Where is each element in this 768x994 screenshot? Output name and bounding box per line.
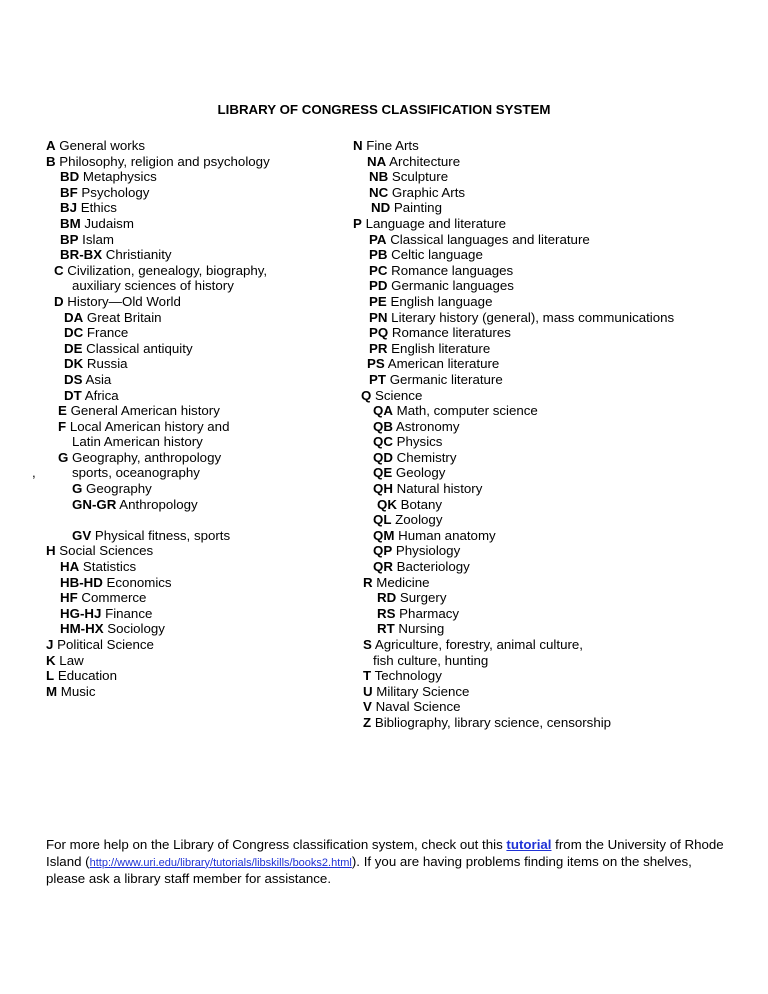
class-code: QP [373, 543, 393, 559]
classification-row [46, 325, 336, 341]
class-label: Architecture [386, 153, 461, 169]
class-code: M [46, 683, 58, 699]
classification-row [353, 699, 733, 715]
classification-row [353, 388, 733, 404]
class-code: J [46, 637, 54, 652]
class-label: Military Science [372, 683, 470, 699]
classification-row [46, 278, 336, 294]
class-label: Music [57, 683, 96, 699]
classification-row [353, 294, 733, 310]
stray-mark: , [32, 465, 36, 481]
class-code: BR-BX [60, 247, 103, 263]
class-label: Medicine [372, 574, 430, 590]
class-code: H [46, 543, 56, 559]
class-label: Social Sciences [55, 543, 154, 559]
classification-row [353, 543, 733, 559]
classification-row [353, 528, 733, 544]
class-code: HM-HX [60, 621, 104, 637]
classification-row [46, 356, 336, 372]
class-label: Asia [82, 371, 112, 387]
class-code: PA [369, 231, 387, 247]
class-code: A [46, 138, 56, 153]
class-label: Christianity [102, 247, 172, 263]
classification-row [46, 200, 336, 216]
classification-row [46, 388, 336, 404]
class-code: Z [363, 714, 372, 730]
class-label: Chemistry [392, 449, 457, 465]
class-label: Civilization, genealogy, biography, [63, 262, 268, 278]
classification-row [353, 341, 733, 357]
class-code: BJ [60, 200, 77, 216]
class-label: Psychology [77, 184, 150, 200]
classification-row [46, 403, 336, 419]
class-label: Bibliography, library science, censorship [371, 714, 612, 730]
class-code: PB [369, 247, 388, 263]
class-label: France [83, 325, 129, 341]
classification-row [353, 559, 733, 575]
class-code: PC [369, 262, 388, 278]
classification-row [46, 668, 336, 684]
tutorial-url-link[interactable]: http://www.uri.edu/library/tutorials/libskills/books2.html [89, 856, 352, 869]
class-code: DK [64, 356, 84, 372]
classification-row [46, 434, 336, 450]
footer-text-3: ). If you are having problems finding items on the shelves, please ask a library staff member for assistance. [46, 853, 692, 886]
classification-row [353, 481, 733, 497]
class-label: Philosophy, religion and psychology [55, 153, 270, 169]
class-code: S [363, 637, 372, 652]
class-label: Sociology [103, 621, 165, 637]
classification-row [353, 263, 733, 279]
classification-row [353, 668, 733, 684]
class-code: Q [361, 387, 372, 403]
classification-row [46, 528, 336, 544]
class-label: Geography, anthropology [68, 449, 222, 465]
class-code: HF [60, 590, 78, 606]
classification-row [353, 356, 733, 372]
class-label: Local American history and [66, 418, 230, 434]
class-label: Germanic languages [387, 278, 514, 294]
right-classification-column [353, 138, 733, 731]
classification-row [46, 169, 336, 185]
class-code: RD [377, 590, 397, 606]
class-label: Physical fitness, sports [91, 527, 231, 543]
classification-row [353, 419, 733, 435]
class-label: Economics [102, 574, 172, 590]
classification-row [46, 637, 336, 653]
class-label: Great Britain [83, 309, 162, 325]
class-code: DC [64, 325, 84, 341]
class-code: BD [60, 169, 80, 185]
class-code: NB [369, 169, 389, 185]
class-code: NC [369, 184, 389, 200]
class-label: Germanic literature [386, 371, 503, 387]
class-label: Statistics [79, 559, 137, 575]
classification-row [46, 247, 336, 263]
class-code: B [46, 153, 56, 169]
class-label: Political Science [53, 637, 154, 652]
classification-row [353, 684, 733, 700]
class-code: U [363, 683, 373, 699]
help-paragraph [46, 837, 726, 888]
classification-row [353, 372, 733, 388]
classification-row [353, 575, 733, 591]
class-code: RS [377, 605, 396, 621]
page-title: LIBRARY OF CONGRESS CLASSIFICATION SYSTEM [217, 102, 551, 117]
class-code: V [363, 699, 372, 715]
class-code: ND [371, 200, 391, 216]
class-label: Africa [81, 387, 119, 403]
class-label: sports, oceanography [72, 465, 200, 481]
class-label: Islam [78, 231, 114, 247]
class-code: QM [373, 527, 395, 543]
class-code: HB-HD [60, 574, 103, 590]
class-label: Science [371, 387, 423, 403]
class-label: Painting [390, 200, 442, 216]
class-label: Physiology [392, 543, 461, 559]
classification-row [46, 653, 336, 669]
class-code: QL [373, 512, 392, 528]
class-code: PS [367, 356, 385, 372]
class-label: Celtic language [387, 247, 483, 263]
class-label: fish culture, hunting [373, 652, 489, 668]
class-label: Romance languages [387, 262, 514, 278]
class-label: Language and literature [361, 215, 507, 231]
classification-row [46, 419, 336, 435]
class-label: Literary history (general), mass communications [387, 309, 675, 325]
classification-row [353, 325, 733, 341]
classification-row [353, 653, 733, 669]
class-code: RT [377, 621, 395, 637]
class-label: Physics [392, 434, 443, 450]
class-label: Zoology [391, 512, 443, 528]
class-label: General works [55, 138, 146, 153]
classification-row [32, 465, 336, 481]
classification-row [46, 497, 336, 513]
classification-row [353, 278, 733, 294]
classification-row [353, 497, 733, 513]
classification-row [353, 169, 733, 185]
classification-row [353, 450, 733, 466]
classification-row [353, 606, 733, 622]
class-label: Classical languages and literature [386, 231, 590, 247]
class-code: BF [60, 184, 78, 200]
class-code: GV [72, 527, 92, 543]
classification-row [46, 372, 336, 388]
class-label: Finance [101, 605, 153, 621]
class-label: Astronomy [392, 418, 460, 434]
classification-row [46, 559, 336, 575]
class-label: Sculpture [388, 169, 449, 185]
class-code: DE [64, 340, 83, 356]
class-code: R [363, 574, 373, 590]
class-code: HG-HJ [60, 605, 102, 621]
classification-row [46, 575, 336, 591]
class-label: General American history [66, 403, 220, 419]
classification-row [353, 465, 733, 481]
classification-row [46, 481, 336, 497]
class-code: L [46, 668, 55, 684]
class-code: E [58, 403, 67, 419]
class-label: Classical antiquity [82, 340, 193, 356]
class-label: English literature [387, 340, 491, 356]
classification-row [353, 637, 733, 653]
class-label: Naval Science [371, 699, 461, 715]
classification-row [353, 216, 733, 232]
classification-row [46, 590, 336, 606]
class-code: K [46, 652, 56, 668]
class-label: Botany [396, 496, 443, 512]
class-code: QK [377, 496, 397, 512]
class-label: Graphic Arts [388, 184, 466, 200]
class-code: D [54, 293, 64, 309]
classification-row [46, 606, 336, 622]
class-code: QR [373, 559, 393, 575]
classification-row [46, 310, 336, 326]
class-label: auxiliary sciences of history [72, 278, 234, 294]
class-label: Natural history [392, 481, 483, 497]
classification-row [353, 590, 733, 606]
class-code: PD [369, 278, 388, 294]
classification-row [46, 216, 336, 232]
class-label: Anthropology [116, 496, 198, 512]
class-code: QE [373, 465, 393, 481]
class-code: G [72, 481, 83, 497]
class-label: Judaism [80, 215, 134, 231]
class-code: PR [369, 340, 388, 356]
class-code: QA [373, 403, 393, 419]
class-code: F [58, 418, 67, 434]
class-code: QH [373, 481, 393, 497]
class-label: Math, computer science [392, 403, 538, 419]
classification-row [353, 247, 733, 263]
class-code: BP [60, 231, 79, 247]
class-code: HA [60, 559, 80, 575]
left-classification-column [32, 138, 336, 699]
classification-row [46, 185, 336, 201]
classification-row [353, 310, 733, 326]
class-code: BM [60, 215, 81, 231]
class-code: P [353, 215, 362, 231]
class-code: PN [369, 309, 388, 325]
class-code: PT [369, 371, 386, 387]
class-code: QC [373, 434, 393, 450]
classification-row [353, 403, 733, 419]
class-code: N [353, 138, 363, 153]
class-code: PQ [369, 325, 389, 341]
classification-row [353, 138, 733, 154]
class-label: Bacteriology [392, 559, 470, 575]
class-label: Geology [392, 465, 446, 481]
class-label: Fine Arts [362, 138, 419, 153]
class-label: Ethics [77, 200, 117, 216]
class-label: Education [54, 668, 117, 684]
class-label: Surgery [396, 590, 447, 606]
tutorial-link[interactable]: tutorial [506, 837, 552, 852]
classification-row [353, 232, 733, 248]
class-label: Human anatomy [394, 527, 496, 543]
classification-row [353, 154, 733, 170]
classification-row [46, 512, 336, 528]
class-label: Nursing [394, 621, 445, 637]
class-code: PE [369, 293, 387, 309]
classification-row [46, 341, 336, 357]
class-label: English language [386, 293, 493, 309]
class-label: Agriculture, forestry, animal culture, [371, 637, 583, 652]
class-code: T [363, 668, 372, 684]
classification-row [353, 715, 733, 731]
class-code: QD [373, 449, 393, 465]
class-code: QB [373, 418, 393, 434]
class-label: Commerce [77, 590, 147, 606]
classification-row [353, 200, 733, 216]
class-label: Romance literatures [388, 325, 511, 341]
class-label: Technology [371, 668, 442, 684]
classification-row [46, 294, 336, 310]
class-label: Pharmacy [395, 605, 460, 621]
class-label: Latin American history [72, 434, 203, 450]
class-label: Metaphysics [79, 169, 157, 185]
classification-row [46, 543, 336, 559]
classification-row [353, 185, 733, 201]
class-label: Russia [83, 356, 128, 372]
class-code: DA [64, 309, 84, 325]
classification-row [46, 138, 336, 154]
class-label: Geography [82, 481, 152, 497]
class-label: American literature [384, 356, 500, 372]
footer-text-1: For more help on the Library of Congress classification system, check out this [46, 837, 507, 852]
class-label: Law [55, 652, 84, 668]
class-label: History—Old World [63, 293, 181, 309]
classification-row [46, 154, 336, 170]
classification-row [353, 434, 733, 450]
class-code: DS [64, 371, 83, 387]
classification-row [46, 621, 336, 637]
classification-row [46, 263, 336, 279]
classification-row [353, 621, 733, 637]
footer-text-2: from the University of Rhode Island ( [46, 837, 724, 869]
classification-row [353, 512, 733, 528]
classification-row [46, 450, 336, 466]
class-code: GN-GR [72, 496, 117, 512]
class-code: NA [367, 153, 387, 169]
classification-row [46, 684, 336, 700]
class-code: G [58, 449, 69, 465]
class-code: C [54, 262, 64, 278]
classification-row [46, 232, 336, 248]
class-code: DT [64, 387, 82, 403]
